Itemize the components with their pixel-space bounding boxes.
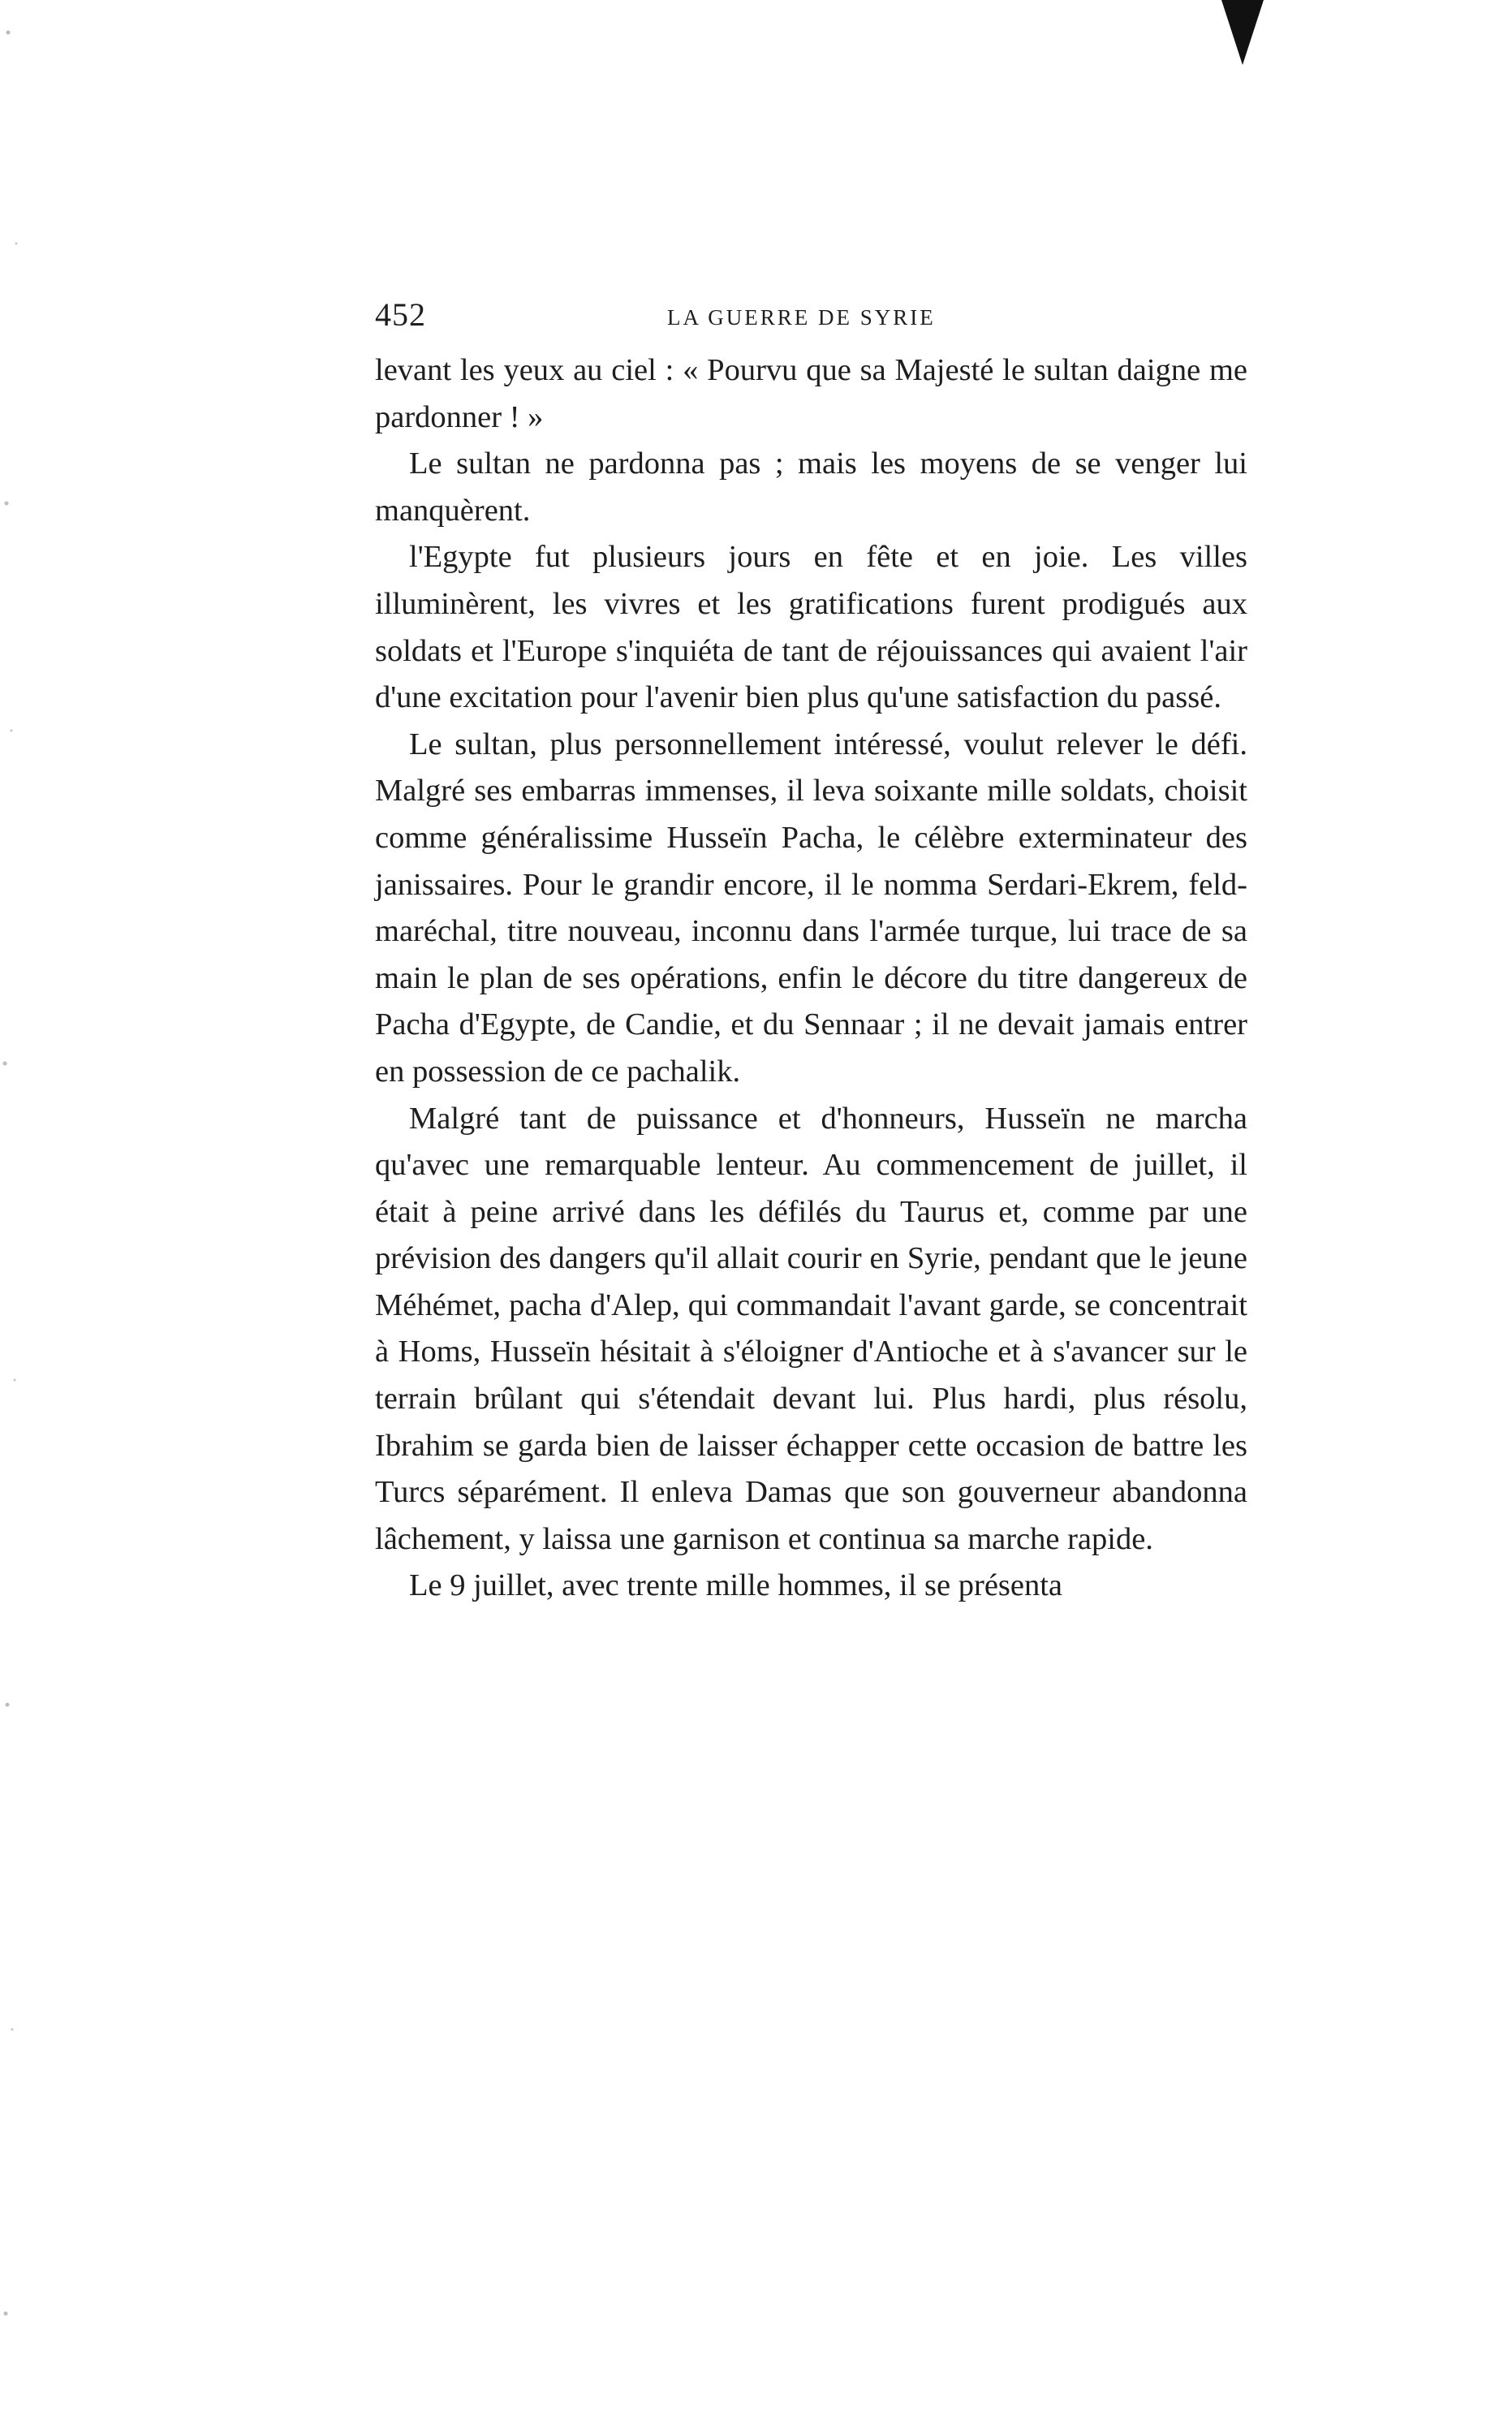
page-header: [375, 296, 1247, 333]
paragraph: Le 9 juillet, avec trente mille hommes, il se présenta: [409, 1568, 1063, 1603]
paragraph: levant les yeux au ciel : « Pourvu que sa Majesté le sultan daigne me pardonner ! »: [375, 353, 1247, 434]
body-text: [375, 347, 1247, 1610]
paragraph: l'Egypte fut plusieurs jours en fête et en joie. Les villes illuminèrent, les vivres et les gratifications furent prodigués aux soldats et l'Europe s'inquiéta de tant de réjouissances qui avaient l'air d'une excitation pour l'avenir bien plus qu'une satisfaction du passé.: [375, 540, 1247, 715]
paragraph: Malgré tant de puissance et d'honneurs, Husseïn ne marcha qu'avec une remarquable lenteur. Au commencement de juillet, il était à peine arrivé dans les défilés du Taurus et, comme par une prévision des dangers qu'il allait courir en Syrie, pendant que le jeune Méhémet, pacha d'Alep, qui commandait l'avant garde, se concentrait à Homs, Husseïn hésitait à s'éloigner d'Antioche et à s'avancer sur le terrain brûlant qui s'étendait devant lui. Plus hardi, plus résolu, Ibrahim se garda bien de laisser échapper cette occasion de battre les Turcs séparément. Il enleva Damas que son gouverneur abandonna lâchement, y laissa une garnison et continua sa marche rapide.: [375, 1101, 1247, 1556]
scan-edge-artifacts: [0, 0, 32, 2415]
running-title: LA GUERRE DE SYRIE: [667, 305, 936, 330]
paragraph: Le sultan ne pardonna pas ; mais les moyens de se venger lui manquèrent.: [375, 446, 1247, 528]
page-number: 452: [375, 296, 426, 333]
paragraph: Le sultan, plus personnellement intéressé, voulut relever le défi. Malgré ses embarras immenses, il leva soixante mille soldats, choisit comme généralissime Husseïn Pacha, le célèbre exterminateur des janissaires. Pour le grandir encore, il le nomma Serdari-Ekrem, feld-maréchal, titre nouveau, inconnu dans l'armée turque, lui trace de sa main le plan de ses opérations, enfin le décore du titre dangereux de Pacha d'Egypte, de Candie, et du Sennaar ; il ne devait jamais entrer en possession de ce pachalik.: [375, 727, 1247, 1089]
corner-ink-mark: [1221, 0, 1264, 65]
